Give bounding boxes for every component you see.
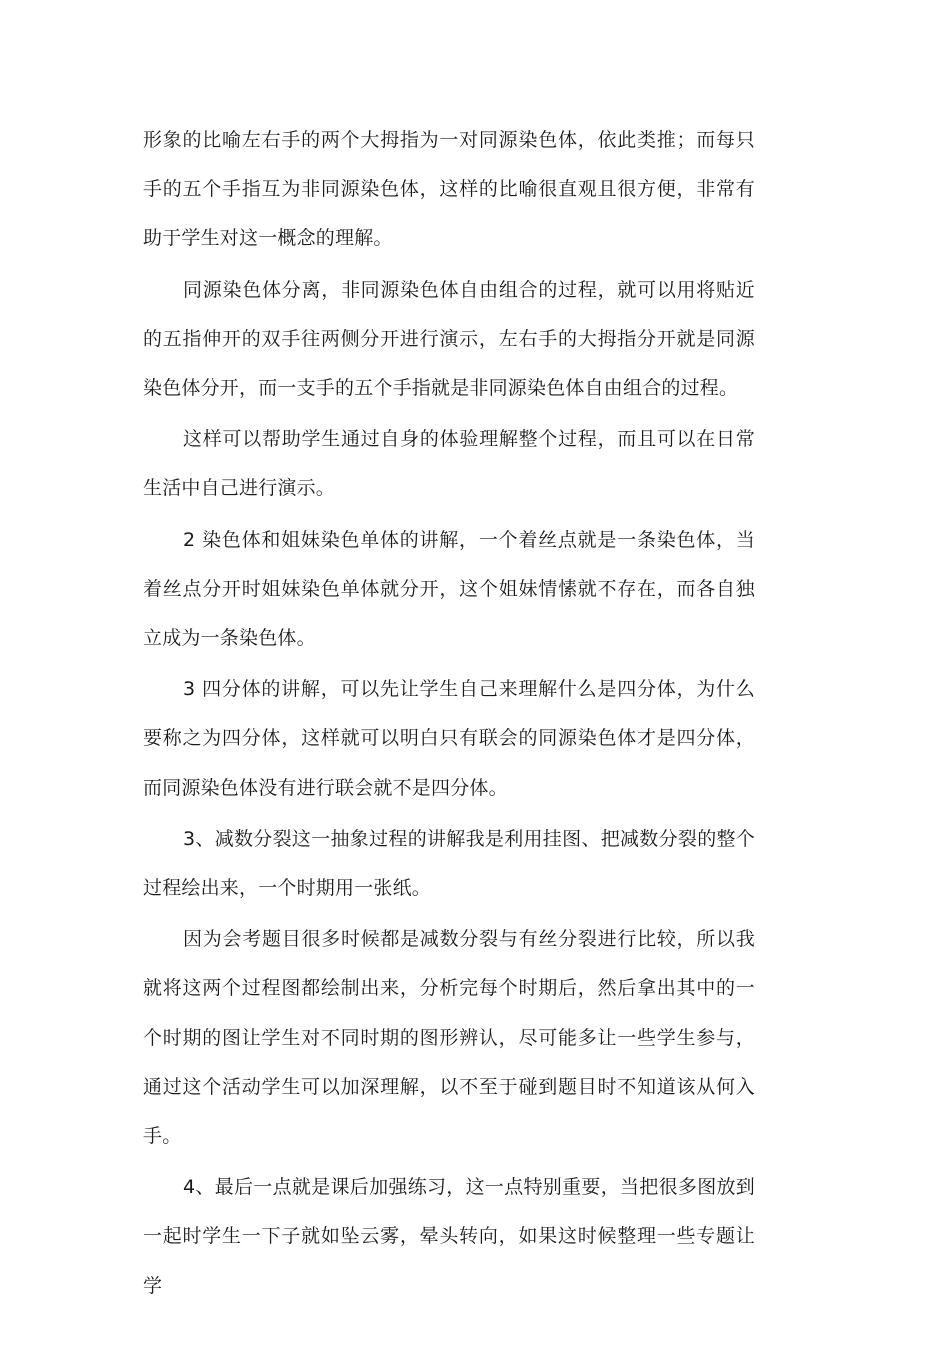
document-body: [143, 116, 755, 1313]
paragraph-8: 4、最后一点就是课后加强练习，这一点特别重要，当把很多图放到一起时学生一下子就如坠云雾，晕头转向，如果这时候整理一些专题让学: [143, 1176, 755, 1297]
paragraph-3: 这样可以帮助学生通过自身的体验理解整个过程，而且可以在日常生活中自己进行演示。: [143, 428, 755, 500]
paragraph-6: 3、减数分裂这一抽象过程的讲解我是利用挂图、把减数分裂的整个过程绘出来，一个时期用一张纸。: [143, 827, 755, 900]
paragraph-7: 因为会考题目很多时候都是减数分裂与有丝分裂进行比较，所以我就将这两个过程图都绘制出来，分析完每个时期后，然后拿出其中的一个时期的图让学生对不同时期的图形辨认，尽可能多让一些学生参与，通过这个活动学生可以加深理解，以不至于碰到题目时不知道该从何入手。: [143, 928, 755, 1148]
paragraph-2: 同源染色体分离，非同源染色体自由组合的过程，就可以用将贴近的五指伸开的双手往两侧分开进行演示，左右手的大拇指分开就是同源染色体分开，而一支手的五个手指就是非同源染色体自由组合的过程。: [143, 278, 755, 400]
paragraph-4: 2 染色体和姐妹染色单体的讲解，一个着丝点就是一条染色体，当着丝点分开时姐妹染色单体就分开，这个姐妹情愫就不存在，而各自独立成为一条染色体。: [143, 528, 755, 650]
paragraph-5: 3 四分体的讲解，可以先让学生自己来理解什么是四分体，为什么要称之为四分体，这样就可以明白只有联会的同源染色体才是四分体，而同源染色体没有进行联会就不是四分体。: [143, 678, 755, 799]
paragraph-1: 形象的比喻左右手的两个大拇指为一对同源染色体，依此类推；而每只手的五个手指互为非同源染色体，这样的比喻很直观且很方便，非常有助于学生对这一概念的理解。: [143, 129, 755, 250]
